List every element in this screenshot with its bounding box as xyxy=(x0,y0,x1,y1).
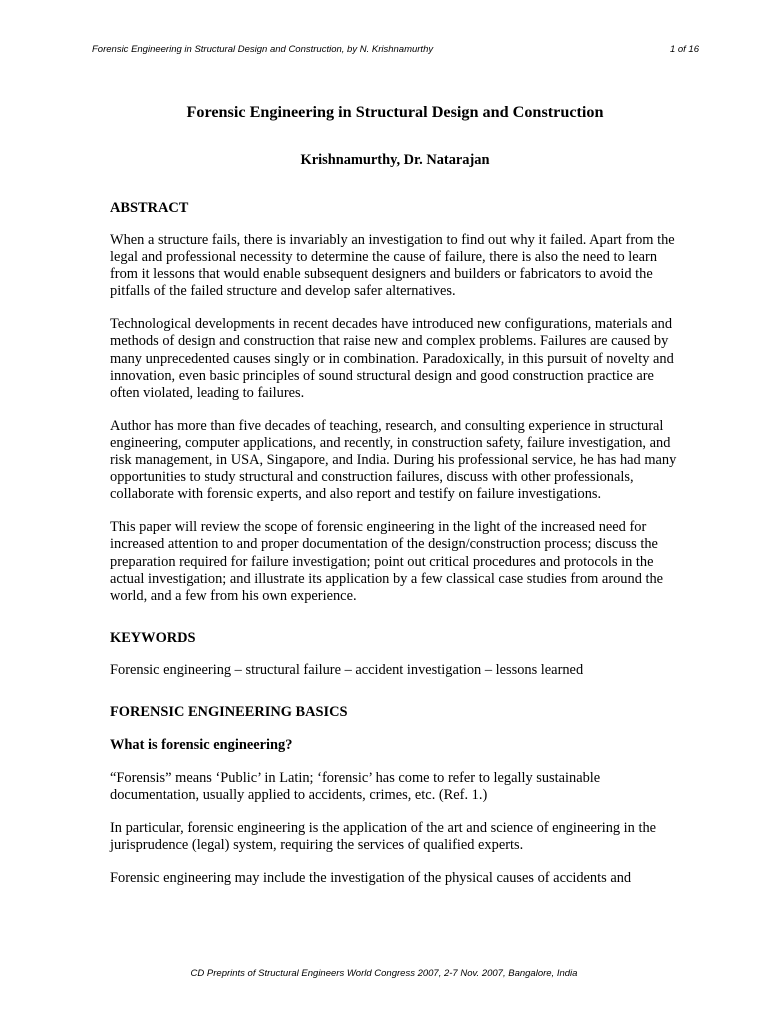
abstract-heading: ABSTRACT xyxy=(110,200,189,216)
paper-body xyxy=(110,102,680,887)
paper-title: Forensic Engineering in Structural Design and Construction xyxy=(186,103,604,121)
keywords-text: Forensic engineering – structural failure – accident investigation – lessons learned xyxy=(110,661,584,678)
keywords-heading: KEYWORDS xyxy=(110,629,196,646)
basics-paragraph: “Forensis” means ‘Public’ in Latin; ‘forensic’ has come to refer to legally sustainable documentation, usually applied to accidents, crimes, etc. (Ref. 1.) xyxy=(110,769,601,804)
basics-heading: FORENSIC ENGINEERING BASICS xyxy=(110,703,348,720)
paper-author: Krishnamurthy, Dr. Natarajan xyxy=(300,152,490,168)
abstract-paragraph: Technological developments in recent decades have introduced new configurations, materials and methods of design and construction that raise new and complex problems. Failures are caused by many unprecedented causes singly or in combination. Paradoxically, in this pursuit of novelty and innovation, even basic principles of sound structural design and good construction practice are often violated, leading to failures. xyxy=(110,316,674,401)
running-header xyxy=(92,44,699,56)
abstract-paragraph: Author has more than five decades of teaching, research, and consulting experience in structural engineering, computer applications, and recently, in construction safety, failure investigation, and risk management, in USA, Singapore, and India. During his professional service, he has had many opportunities to study structural and construction failures, discuss with other professionals, collaborate with forensic experts, and also report and testify on failure investigations. xyxy=(110,417,677,503)
running-footer: CD Preprints of Structural Engineers World Congress 2007, 2-7 Nov. 2007, Bangalore, India xyxy=(190,968,578,979)
basics-paragraph: In particular, forensic engineering is the application of the art and science of engineering in the jurisprudence (legal) system, requiring the services of qualified experts. xyxy=(110,820,657,854)
running-title: Forensic Engineering in Structural Design and Construction, by N. Krishnamurthy xyxy=(92,44,434,55)
abstract-paragraph: This paper will review the scope of forensic engineering in the light of the increased need for increased attention to and proper documentation of the design/construction process; discuss the preparation required for failure investigation; point out critical procedures and protocols in the actual investigation; and illustrate its application by a few classical case studies from around the world, and a few from his own experience. xyxy=(110,519,664,604)
page-number: 1 of 16 xyxy=(669,44,699,55)
basics-subheading: What is forensic engineering? xyxy=(110,736,293,753)
abstract-paragraph: When a structure fails, there is invariably an investigation to find out why it failed. Apart from the legal and professional necessity to determine the cause of failure, there is also the need to learn from it lessons that would enable subsequent designers and builders or fabricators to avoid the pitfalls of the failed structure and develop safer alternatives. xyxy=(110,232,675,300)
basics-paragraph: Forensic engineering may include the investigation of the physical causes of accidents and xyxy=(110,870,632,887)
